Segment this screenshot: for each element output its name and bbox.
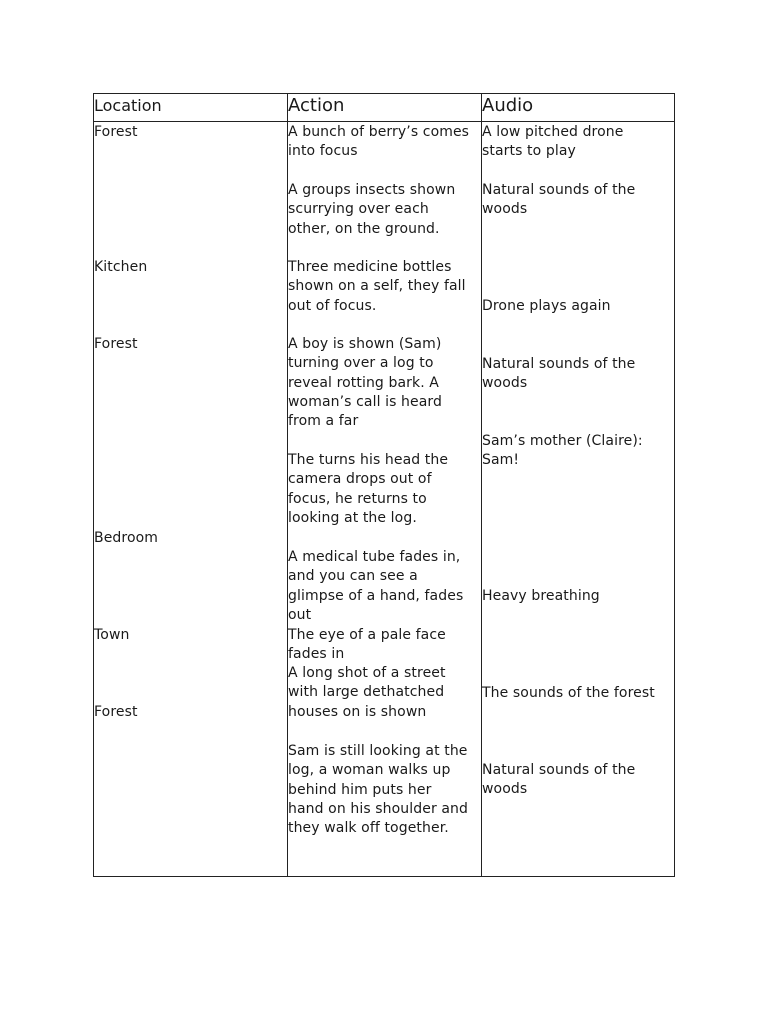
audio-line: Natural sounds of the <box>482 356 636 372</box>
storyboard-table <box>93 93 675 877</box>
action-line: other, on the ground. <box>288 220 440 237</box>
audio-line: Heavy breathing <box>482 588 600 604</box>
audio-line: woods <box>482 201 528 218</box>
action-line: glimpse of a hand, fades <box>288 587 464 604</box>
audio-cell <box>482 587 600 606</box>
action-line: reveal rotting bark. A <box>288 374 439 391</box>
audio-line: Sam’s mother (Claire): <box>482 433 643 449</box>
action-line: camera drops out of <box>288 471 432 488</box>
action-line: out <box>288 606 312 623</box>
action-line: A medical tube fades in, <box>288 549 461 565</box>
header-action: Action <box>288 95 345 116</box>
audio-line: The sounds of the forest <box>482 685 655 701</box>
header-location: Location <box>94 96 162 115</box>
action-cell <box>288 123 469 162</box>
location-cell: Forest <box>94 124 138 140</box>
action-line: out of focus. <box>288 297 377 314</box>
audio-line: Drone plays again <box>482 298 611 314</box>
audio-line: Natural sounds of the <box>482 182 636 198</box>
audio-cell <box>482 123 623 162</box>
audio-cell <box>482 355 635 394</box>
action-line: fades in <box>288 646 345 663</box>
action-cell <box>288 258 466 316</box>
audio-cell <box>482 181 635 220</box>
header-audio: Audio <box>482 95 534 116</box>
action-cell <box>288 626 446 665</box>
audio-cell <box>482 684 655 703</box>
audio-line: Natural sounds of the <box>482 762 636 778</box>
action-cell <box>288 335 442 431</box>
action-line: scurrying over each <box>288 201 429 218</box>
action-line: with large dethatched <box>288 684 445 701</box>
action-line: looking at the log. <box>288 509 417 526</box>
action-line: log, a woman walks up <box>288 762 451 779</box>
action-line: from a far <box>288 413 359 430</box>
action-line: A groups insects shown <box>288 182 456 198</box>
audio-line: A low pitched drone <box>482 124 624 140</box>
audio-line: woods <box>482 375 528 392</box>
location-cell: Bedroom <box>94 530 159 546</box>
action-line: into focus <box>288 143 358 160</box>
action-cell <box>288 742 468 838</box>
action-line: behind him puts her <box>288 781 432 798</box>
audio-cell <box>482 761 635 800</box>
action-line: A long shot of a street <box>288 665 446 681</box>
audio-cell <box>482 432 643 471</box>
audio-cell <box>482 297 611 316</box>
action-line: Three medicine bottles <box>288 259 452 275</box>
location-cell: Town <box>94 627 130 643</box>
location-cell: Forest <box>94 704 138 720</box>
action-line: turning over a log to <box>288 355 434 372</box>
action-line: The eye of a pale face <box>288 627 446 643</box>
action-cell <box>288 451 448 528</box>
location-cell: Forest <box>94 336 138 352</box>
audio-line: starts to play <box>482 143 576 160</box>
audio-line: Sam! <box>482 452 520 469</box>
action-cell <box>288 181 455 239</box>
action-cell <box>288 548 463 625</box>
action-cell <box>288 664 446 722</box>
action-line: woman’s call is heard <box>288 393 443 410</box>
action-line: Sam is still looking at the <box>288 743 468 759</box>
location-cell: Kitchen <box>94 259 148 275</box>
action-line: shown on a self, they fall <box>288 278 466 295</box>
action-line: houses on is shown <box>288 703 427 720</box>
action-line: hand on his shoulder and <box>288 800 468 817</box>
action-line: they walk off together. <box>288 820 449 837</box>
action-line: and you can see a <box>288 568 418 585</box>
table-header-row <box>94 94 674 122</box>
action-line: A bunch of berry’s comes <box>288 124 470 140</box>
audio-line: woods <box>482 781 528 798</box>
action-line: focus, he returns to <box>288 490 427 507</box>
action-line: A boy is shown (Sam) <box>288 336 442 352</box>
action-line: The turns his head the <box>288 452 449 468</box>
